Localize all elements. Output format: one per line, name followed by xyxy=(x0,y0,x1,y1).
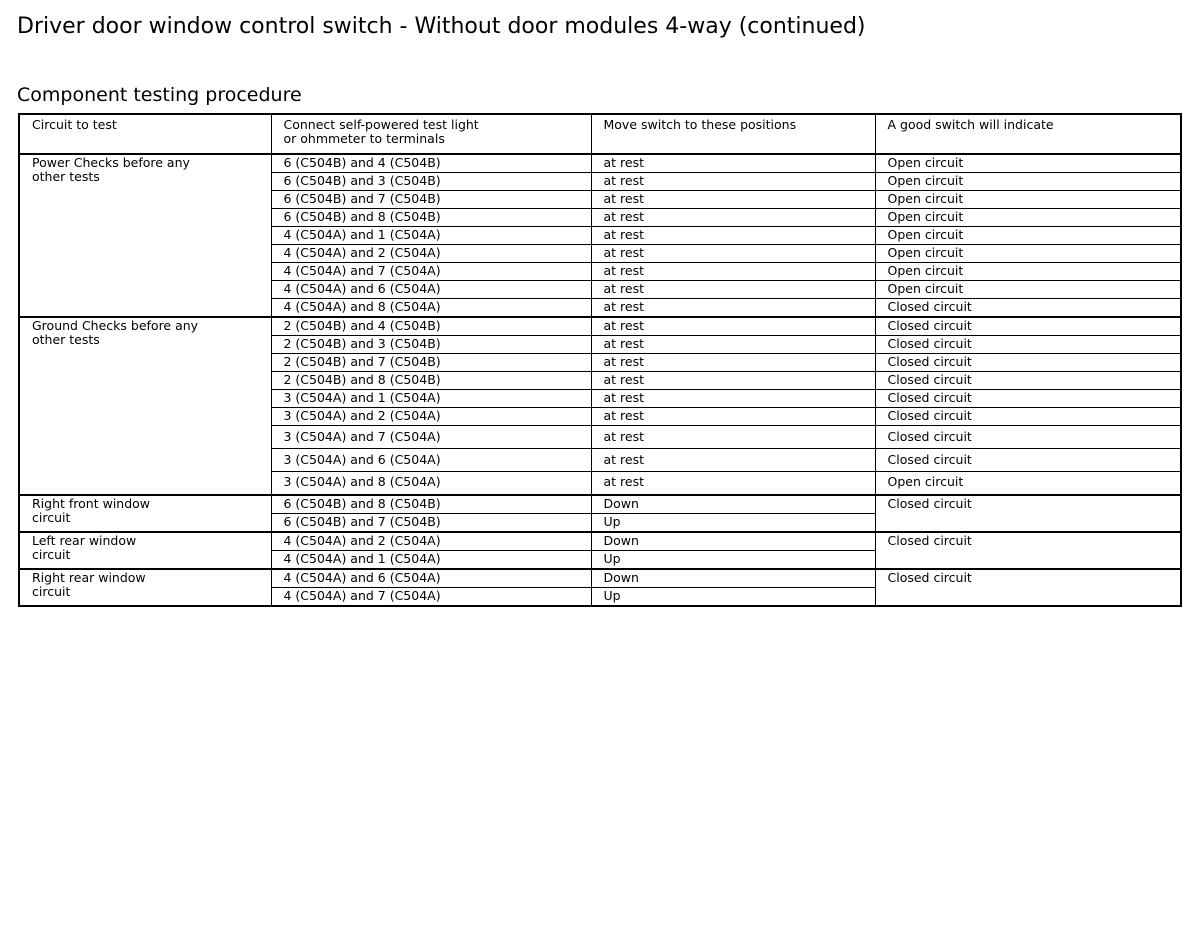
terminals-cell: 2 (C504B) and 8 (C504B) xyxy=(271,372,591,390)
terminals-cell: 4 (C504A) and 1 (C504A) xyxy=(271,227,591,245)
terminals-cell: 6 (C504B) and 8 (C504B) xyxy=(271,495,591,514)
switch-position-cell: at rest xyxy=(591,449,875,472)
switch-position-cell: at rest xyxy=(591,245,875,263)
header-switch-positions: Move switch to these positions xyxy=(591,114,875,154)
terminals-cell: 6 (C504B) and 3 (C504B) xyxy=(271,173,591,191)
terminals-cell: 3 (C504A) and 7 (C504A) xyxy=(271,426,591,449)
terminals-cell: 6 (C504B) and 8 (C504B) xyxy=(271,209,591,227)
result-cell: Open circuit xyxy=(875,154,1181,173)
header-connect-terminals: Connect self-powered test light or ohmmeter to terminals xyxy=(271,114,591,154)
switch-position-cell: at rest xyxy=(591,227,875,245)
switch-position-cell: at rest xyxy=(591,472,875,495)
switch-position-cell: at rest xyxy=(591,191,875,209)
result-cell: Open circuit xyxy=(875,472,1181,495)
table-header-row xyxy=(19,114,1181,154)
terminals-cell: 6 (C504B) and 4 (C504B) xyxy=(271,154,591,173)
switch-position-cell: at rest xyxy=(591,299,875,318)
terminals-cell: 3 (C504A) and 2 (C504A) xyxy=(271,408,591,426)
terminals-cell: 2 (C504B) and 7 (C504B) xyxy=(271,354,591,372)
terminals-cell: 2 (C504B) and 3 (C504B) xyxy=(271,336,591,354)
result-cell: Closed circuit xyxy=(875,390,1181,408)
result-cell: Closed circuit xyxy=(875,426,1181,449)
circuit-to-test-cell: Right front window circuit xyxy=(19,495,271,532)
result-cell: Closed circuit xyxy=(875,532,1181,569)
terminals-cell: 4 (C504A) and 1 (C504A) xyxy=(271,550,591,569)
result-cell: Closed circuit xyxy=(875,449,1181,472)
switch-position-cell: at rest xyxy=(591,336,875,354)
terminals-cell: 6 (C504B) and 7 (C504B) xyxy=(271,513,591,532)
component-test-table xyxy=(18,113,1182,607)
result-cell: Open circuit xyxy=(875,209,1181,227)
switch-position-cell: Down xyxy=(591,495,875,514)
result-cell: Open circuit xyxy=(875,191,1181,209)
terminals-cell: 4 (C504A) and 7 (C504A) xyxy=(271,587,591,606)
section-subtitle: Component testing procedure xyxy=(17,84,302,106)
switch-position-cell: at rest xyxy=(591,390,875,408)
result-cell: Open circuit xyxy=(875,281,1181,299)
terminals-cell: 2 (C504B) and 4 (C504B) xyxy=(271,317,591,336)
circuit-to-test-cell: Power Checks before any other tests xyxy=(19,154,271,317)
result-cell: Closed circuit xyxy=(875,317,1181,336)
table-row xyxy=(19,154,1181,173)
switch-position-cell: at rest xyxy=(591,263,875,281)
terminals-cell: 3 (C504A) and 1 (C504A) xyxy=(271,390,591,408)
switch-position-cell: at rest xyxy=(591,173,875,191)
result-cell: Open circuit xyxy=(875,245,1181,263)
terminals-cell: 3 (C504A) and 8 (C504A) xyxy=(271,472,591,495)
table-row xyxy=(19,317,1181,336)
result-cell: Closed circuit xyxy=(875,336,1181,354)
table-body xyxy=(19,154,1181,606)
switch-position-cell: Up xyxy=(591,587,875,606)
terminals-cell: 4 (C504A) and 7 (C504A) xyxy=(271,263,591,281)
switch-position-cell: Down xyxy=(591,569,875,588)
terminals-cell: 6 (C504B) and 7 (C504B) xyxy=(271,191,591,209)
switch-position-cell: Down xyxy=(591,532,875,551)
table-row xyxy=(19,532,1181,551)
switch-position-cell: at rest xyxy=(591,426,875,449)
switch-position-cell: at rest xyxy=(591,408,875,426)
circuit-to-test-cell: Ground Checks before any other tests xyxy=(19,317,271,495)
table-row xyxy=(19,495,1181,514)
switch-position-cell: at rest xyxy=(591,209,875,227)
result-cell: Closed circuit xyxy=(875,495,1181,532)
page-title: Driver door window control switch - Without door modules 4-way (continued) xyxy=(17,14,866,39)
switch-position-cell: Up xyxy=(591,513,875,532)
terminals-cell: 4 (C504A) and 6 (C504A) xyxy=(271,281,591,299)
terminals-cell: 4 (C504A) and 8 (C504A) xyxy=(271,299,591,318)
terminals-cell: 4 (C504A) and 2 (C504A) xyxy=(271,245,591,263)
result-cell: Open circuit xyxy=(875,263,1181,281)
result-cell: Closed circuit xyxy=(875,299,1181,318)
result-cell: Closed circuit xyxy=(875,569,1181,606)
result-cell: Open circuit xyxy=(875,173,1181,191)
terminals-cell: 4 (C504A) and 2 (C504A) xyxy=(271,532,591,551)
switch-position-cell: at rest xyxy=(591,372,875,390)
result-cell: Closed circuit xyxy=(875,408,1181,426)
switch-position-cell: at rest xyxy=(591,154,875,173)
table-row xyxy=(19,569,1181,588)
circuit-to-test-cell: Left rear window circuit xyxy=(19,532,271,569)
terminals-cell: 3 (C504A) and 6 (C504A) xyxy=(271,449,591,472)
header-circuit-to-test: Circuit to test xyxy=(19,114,271,154)
switch-position-cell: at rest xyxy=(591,281,875,299)
circuit-to-test-cell: Right rear window circuit xyxy=(19,569,271,606)
result-cell: Open circuit xyxy=(875,227,1181,245)
result-cell: Closed circuit xyxy=(875,372,1181,390)
switch-position-cell: Up xyxy=(591,550,875,569)
switch-position-cell: at rest xyxy=(591,317,875,336)
header-good-switch-indicates: A good switch will indicate xyxy=(875,114,1181,154)
switch-position-cell: at rest xyxy=(591,354,875,372)
result-cell: Closed circuit xyxy=(875,354,1181,372)
terminals-cell: 4 (C504A) and 6 (C504A) xyxy=(271,569,591,588)
